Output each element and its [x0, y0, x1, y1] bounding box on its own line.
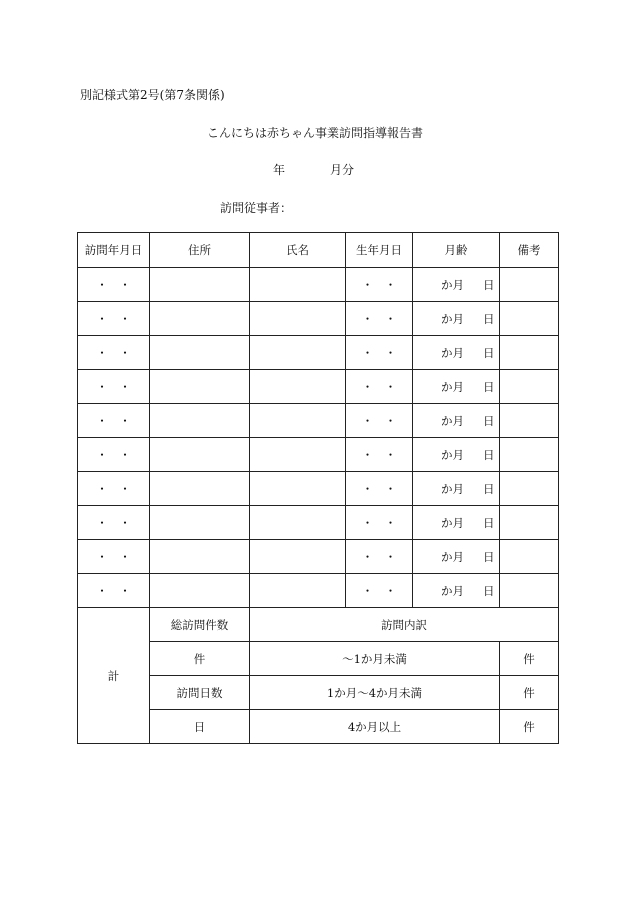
visit-days-label: 訪問日数	[150, 676, 250, 710]
table-row	[78, 574, 559, 608]
birth-date-cell[interactable]	[346, 302, 413, 336]
remarks-cell[interactable]	[500, 540, 559, 574]
visit-days-unit: 日	[150, 710, 250, 744]
document-title: こんにちは赤ちゃん事業訪問指導報告書	[206, 126, 423, 140]
birth-date-placeholder: ・ ・	[361, 481, 397, 496]
age-month-unit: か月	[441, 379, 464, 394]
address-cell[interactable]	[150, 574, 250, 608]
visitor-label: 訪問従事者：	[220, 201, 293, 215]
breakdown-range-1: 〜1か月未満	[250, 642, 500, 676]
age-month-unit: か月	[441, 447, 464, 462]
age-cell[interactable]	[413, 268, 500, 302]
remarks-cell[interactable]	[500, 268, 559, 302]
age-month-unit: か月	[441, 549, 464, 564]
visit-date-placeholder: ・ ・	[96, 515, 131, 530]
form-number: 別記様式第2号(第7条関係)	[80, 88, 225, 102]
visit-date-cell[interactable]	[78, 574, 150, 608]
name-cell[interactable]	[250, 574, 346, 608]
birth-date-cell[interactable]	[346, 506, 413, 540]
summary-row-2	[78, 642, 559, 676]
visit-date-cell[interactable]	[78, 302, 150, 336]
total-visits-unit: 件	[150, 642, 250, 676]
table-row	[78, 302, 559, 336]
visit-date-placeholder: ・ ・	[96, 481, 131, 496]
name-cell[interactable]	[250, 438, 346, 472]
remarks-cell[interactable]	[500, 438, 559, 472]
age-day-unit: 日	[483, 515, 495, 530]
remarks-cell[interactable]	[500, 370, 559, 404]
age-cell[interactable]	[413, 472, 500, 506]
total-label: 計	[78, 608, 150, 744]
table-row	[78, 268, 559, 302]
name-cell[interactable]	[250, 506, 346, 540]
age-month-unit: か月	[441, 481, 464, 496]
visit-date-cell[interactable]	[78, 438, 150, 472]
birth-date-placeholder: ・ ・	[361, 583, 397, 598]
visit-date-cell[interactable]	[78, 472, 150, 506]
visit-date-cell[interactable]	[78, 506, 150, 540]
column-header-remarks: 備考	[500, 233, 559, 268]
column-header-name: 氏名	[250, 233, 346, 268]
birth-date-placeholder: ・ ・	[361, 379, 397, 394]
address-cell[interactable]	[150, 268, 250, 302]
name-cell[interactable]	[250, 302, 346, 336]
summary-row-1	[78, 608, 559, 642]
birth-date-placeholder: ・ ・	[361, 447, 397, 462]
table-row	[78, 472, 559, 506]
table-row	[78, 506, 559, 540]
age-day-unit: 日	[483, 447, 495, 462]
birth-date-placeholder: ・ ・	[361, 515, 397, 530]
breakdown-unit-3: 件	[500, 710, 559, 744]
table-row	[78, 404, 559, 438]
birth-date-cell[interactable]	[346, 472, 413, 506]
age-day-unit: 日	[483, 379, 495, 394]
table-row	[78, 438, 559, 472]
table-row	[78, 540, 559, 574]
birth-date-cell[interactable]	[346, 404, 413, 438]
table-row	[78, 370, 559, 404]
year-label: 年	[273, 163, 286, 177]
address-cell[interactable]	[150, 438, 250, 472]
address-cell[interactable]	[150, 302, 250, 336]
visit-date-cell[interactable]	[78, 268, 150, 302]
address-cell[interactable]	[150, 370, 250, 404]
name-cell[interactable]	[250, 404, 346, 438]
age-day-unit: 日	[483, 583, 495, 598]
age-month-unit: か月	[441, 345, 464, 360]
age-month-unit: か月	[441, 413, 464, 428]
breakdown-unit-1: 件	[500, 642, 559, 676]
remarks-cell[interactable]	[500, 336, 559, 370]
birth-date-placeholder: ・ ・	[361, 277, 397, 292]
remarks-cell[interactable]	[500, 506, 559, 540]
remarks-cell[interactable]	[500, 574, 559, 608]
age-cell[interactable]	[413, 302, 500, 336]
visit-report-table	[77, 232, 559, 744]
breakdown-range-3: 4か月以上	[250, 710, 500, 744]
visit-date-cell[interactable]	[78, 540, 150, 574]
table-header-row	[78, 233, 559, 268]
age-cell[interactable]	[413, 574, 500, 608]
visit-date-cell[interactable]	[78, 404, 150, 438]
name-cell[interactable]	[250, 370, 346, 404]
breakdown-unit-2: 件	[500, 676, 559, 710]
report-period	[0, 161, 630, 177]
age-cell[interactable]	[413, 370, 500, 404]
table-row	[78, 336, 559, 370]
visit-date-placeholder: ・ ・	[96, 379, 131, 394]
age-day-unit: 日	[483, 481, 495, 496]
age-day-unit: 日	[483, 345, 495, 360]
column-header-birth-date: 生年月日	[346, 233, 413, 268]
visit-date-cell[interactable]	[78, 370, 150, 404]
visit-date-placeholder: ・ ・	[96, 311, 131, 326]
name-cell[interactable]	[250, 268, 346, 302]
birth-date-cell[interactable]	[346, 438, 413, 472]
visit-date-cell[interactable]	[78, 336, 150, 370]
name-cell[interactable]	[250, 540, 346, 574]
age-cell[interactable]	[413, 540, 500, 574]
remarks-cell[interactable]	[500, 302, 559, 336]
birth-date-placeholder: ・ ・	[361, 549, 397, 564]
column-header-age: 月齢	[413, 233, 500, 268]
address-cell[interactable]	[150, 404, 250, 438]
birth-date-cell[interactable]	[346, 336, 413, 370]
summary-row-4	[78, 710, 559, 744]
age-month-unit: か月	[441, 311, 464, 326]
birth-date-placeholder: ・ ・	[361, 311, 397, 326]
visit-date-placeholder: ・ ・	[96, 549, 131, 564]
month-label: 月分	[330, 163, 355, 177]
breakdown-range-2: 1か月〜4か月未満	[250, 676, 500, 710]
age-month-unit: か月	[441, 277, 464, 292]
address-cell[interactable]	[150, 540, 250, 574]
birth-date-cell[interactable]	[346, 268, 413, 302]
age-month-unit: か月	[441, 515, 464, 530]
birth-date-placeholder: ・ ・	[361, 345, 397, 360]
birth-date-cell[interactable]	[346, 370, 413, 404]
age-cell[interactable]	[413, 506, 500, 540]
age-day-unit: 日	[483, 413, 495, 428]
age-cell[interactable]	[413, 336, 500, 370]
address-cell[interactable]	[150, 472, 250, 506]
column-header-visit-date: 訪問年月日	[78, 233, 150, 268]
address-cell[interactable]	[150, 336, 250, 370]
age-day-unit: 日	[483, 277, 495, 292]
total-visits-label: 総訪問件数	[150, 608, 250, 642]
age-cell[interactable]	[413, 438, 500, 472]
visit-date-placeholder: ・ ・	[96, 447, 131, 462]
summary-row-3	[78, 676, 559, 710]
name-cell[interactable]	[250, 336, 346, 370]
remarks-cell[interactable]	[500, 472, 559, 506]
age-cell[interactable]	[413, 404, 500, 438]
birth-date-placeholder: ・ ・	[361, 413, 397, 428]
name-cell[interactable]	[250, 472, 346, 506]
age-day-unit: 日	[483, 311, 495, 326]
visit-date-placeholder: ・ ・	[96, 345, 131, 360]
column-header-address: 住所	[150, 233, 250, 268]
remarks-cell[interactable]	[500, 404, 559, 438]
visit-date-placeholder: ・ ・	[96, 583, 131, 598]
visit-date-placeholder: ・ ・	[96, 413, 131, 428]
visit-date-placeholder: ・ ・	[96, 277, 131, 292]
birth-date-cell[interactable]	[346, 574, 413, 608]
breakdown-label: 訪問内訳	[250, 608, 559, 642]
age-month-unit: か月	[441, 583, 464, 598]
birth-date-cell[interactable]	[346, 540, 413, 574]
age-day-unit: 日	[483, 549, 495, 564]
address-cell[interactable]	[150, 506, 250, 540]
